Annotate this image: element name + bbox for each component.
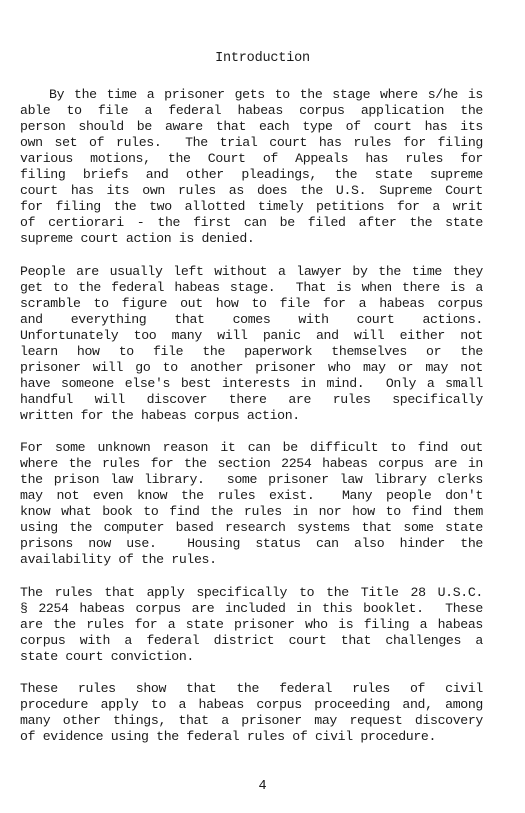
text-line: filing briefs and other pleadings, the state supreme (20, 167, 483, 182)
text-line: prisoner will go to another prisoner who may or may not (20, 360, 483, 375)
text-line: have someone else's best interests in mind. Only a small (20, 376, 483, 391)
text-line: For some unknown reason it can be difficult to find out (20, 440, 483, 455)
text-line: corpus with a federal district court that challenges a (20, 633, 483, 648)
text-line: and everything that comes with court actions. (20, 312, 483, 327)
text-line: prisons now use. Housing status can also hinder the (20, 536, 483, 551)
text-line: using the computer based research systems that some state (20, 520, 483, 535)
text-line: many other things, that a prisoner may request discovery (20, 713, 483, 728)
text-line: Unfortunately too many will panic and will either not (20, 328, 483, 343)
text-line: handful will discover there are rules specifically (20, 392, 483, 407)
text-line: able to file a federal habeas corpus application the (20, 103, 483, 118)
text-line: the prison law library. some prisoner law library clerks (20, 472, 483, 487)
text-line: of evidence using the federal rules of civil procedure. (20, 729, 437, 744)
text-line: scramble to figure out how to file for a habeas corpus (20, 296, 483, 311)
text-line: availability of the rules. (20, 552, 217, 567)
text-line: procedure apply to a habeas corpus proceeding and, among (20, 697, 483, 712)
page-number: 4 (258, 779, 267, 794)
text-line: where the rules for the section 2254 habeas corpus are in (20, 456, 483, 471)
text-line: may not even know the rules exist. Many people don't (20, 488, 483, 503)
text-line: state court conviction. (20, 649, 194, 664)
text-line: written for the habeas corpus action. (20, 408, 300, 423)
text-line: By the time a prisoner gets to the stage where s/he is (49, 87, 483, 102)
text-line: own set of rules. The trial court has rules for filing (20, 135, 483, 150)
text-line: are the rules for a state prisoner who is filing a habeas (20, 617, 483, 632)
text-line: various motions, the Court of Appeals has rules for (20, 151, 483, 166)
text-line: supreme court action is denied. (20, 231, 255, 246)
text-line: People are usually left without a lawyer by the time they (20, 264, 483, 279)
text-line: get to the federal habeas stage. That is when there is a (20, 280, 483, 295)
text-line: § 2254 habeas corpus are included in this booklet. These (20, 601, 483, 616)
text-line: for filing the two allotted timely petitions for a writ (20, 199, 483, 214)
text-line: learn how to file the paperwork themselves or the (20, 344, 483, 359)
text-line: know what book to find the rules in nor how to find them (20, 504, 483, 519)
page-heading: Introduction (215, 51, 310, 66)
text-line: person should be aware that each type of court has its (20, 119, 483, 134)
text-line: The rules that apply specifically to the Title 28 U.S.C. (20, 585, 483, 600)
text-line: These rules show that the federal rules of civil (20, 681, 483, 696)
text-line: of certiorari - the first can be filed after the state (20, 215, 483, 230)
text-line: court has its own rules as does the U.S. Supreme Court (20, 183, 483, 198)
